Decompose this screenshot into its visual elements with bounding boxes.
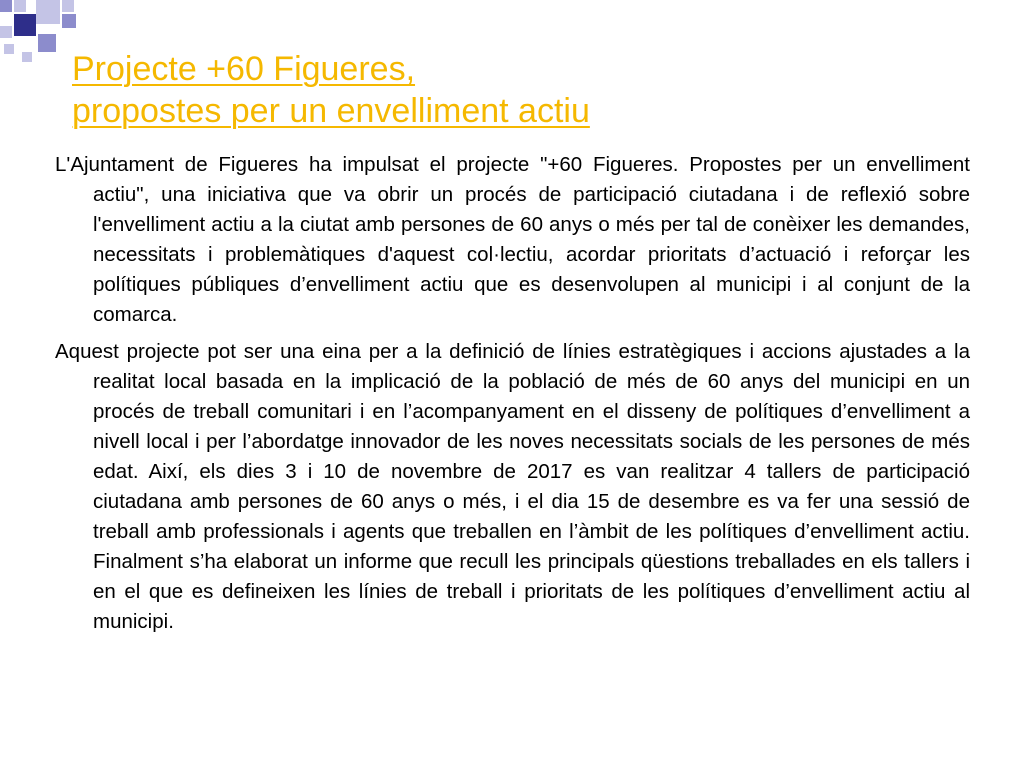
deco-square bbox=[14, 0, 26, 12]
title-line-2: propostes per un envelliment actiu bbox=[72, 92, 590, 130]
slide-title bbox=[72, 48, 992, 132]
deco-square bbox=[22, 52, 32, 62]
deco-square bbox=[38, 34, 56, 52]
title-line-1: Projecte +60 Figueres, bbox=[72, 50, 416, 88]
deco-square bbox=[14, 14, 36, 36]
deco-square bbox=[0, 0, 12, 12]
body-paragraph: L'Ajuntament de Figueres ha impulsat el projecte "+60 Figueres. Propostes per un envelliment actiu", una iniciativa que va obrir un procés de participació ciutadana i de reflexió sobre l'envelliment actiu a la ciutat amb persones de 60 anys o més per tal de conèixer les demandes, necessitats i problemàtiques d'aquest col·lectiu, acordar prioritats d’actuació i reforçar les polítiques públiques d’envelliment actiu que es desenvolupen al municipi i al conjunt de la comarca. bbox=[55, 153, 970, 326]
slide-body bbox=[55, 150, 970, 644]
deco-square bbox=[62, 14, 76, 28]
body-paragraph: Aquest projecte pot ser una eina per a la definició de línies estratègiques i accions ajustades a la realitat local basada en la implicació de la població de més de 60 anys del municipi en un procés de treball comunitari i en l’acompanyament en el disseny de polítiques d’envelliment a nivell local i per l’abordatge innovador de les noves necessitats socials de les persones de més edat. Així, els dies 3 i 10 de novembre de 2017 es van realitzar 4 tallers de participació ciutadana amb persones de 60 anys o més, i el dia 15 de desembre es va fer una sessió de treball amb professionals i agents que treballen en l’àmbit de les polítiques d’envelliment actiu. Finalment s’ha elaborat un informe que recull les principals qüestions treballades en els tallers i en el que es defineixen les línies de treball i prioritats de les polítiques d’envelliment actiu al municipi. bbox=[55, 340, 970, 633]
deco-square bbox=[62, 0, 74, 12]
deco-square bbox=[36, 0, 60, 24]
deco-square bbox=[0, 26, 12, 38]
deco-square bbox=[4, 44, 14, 54]
